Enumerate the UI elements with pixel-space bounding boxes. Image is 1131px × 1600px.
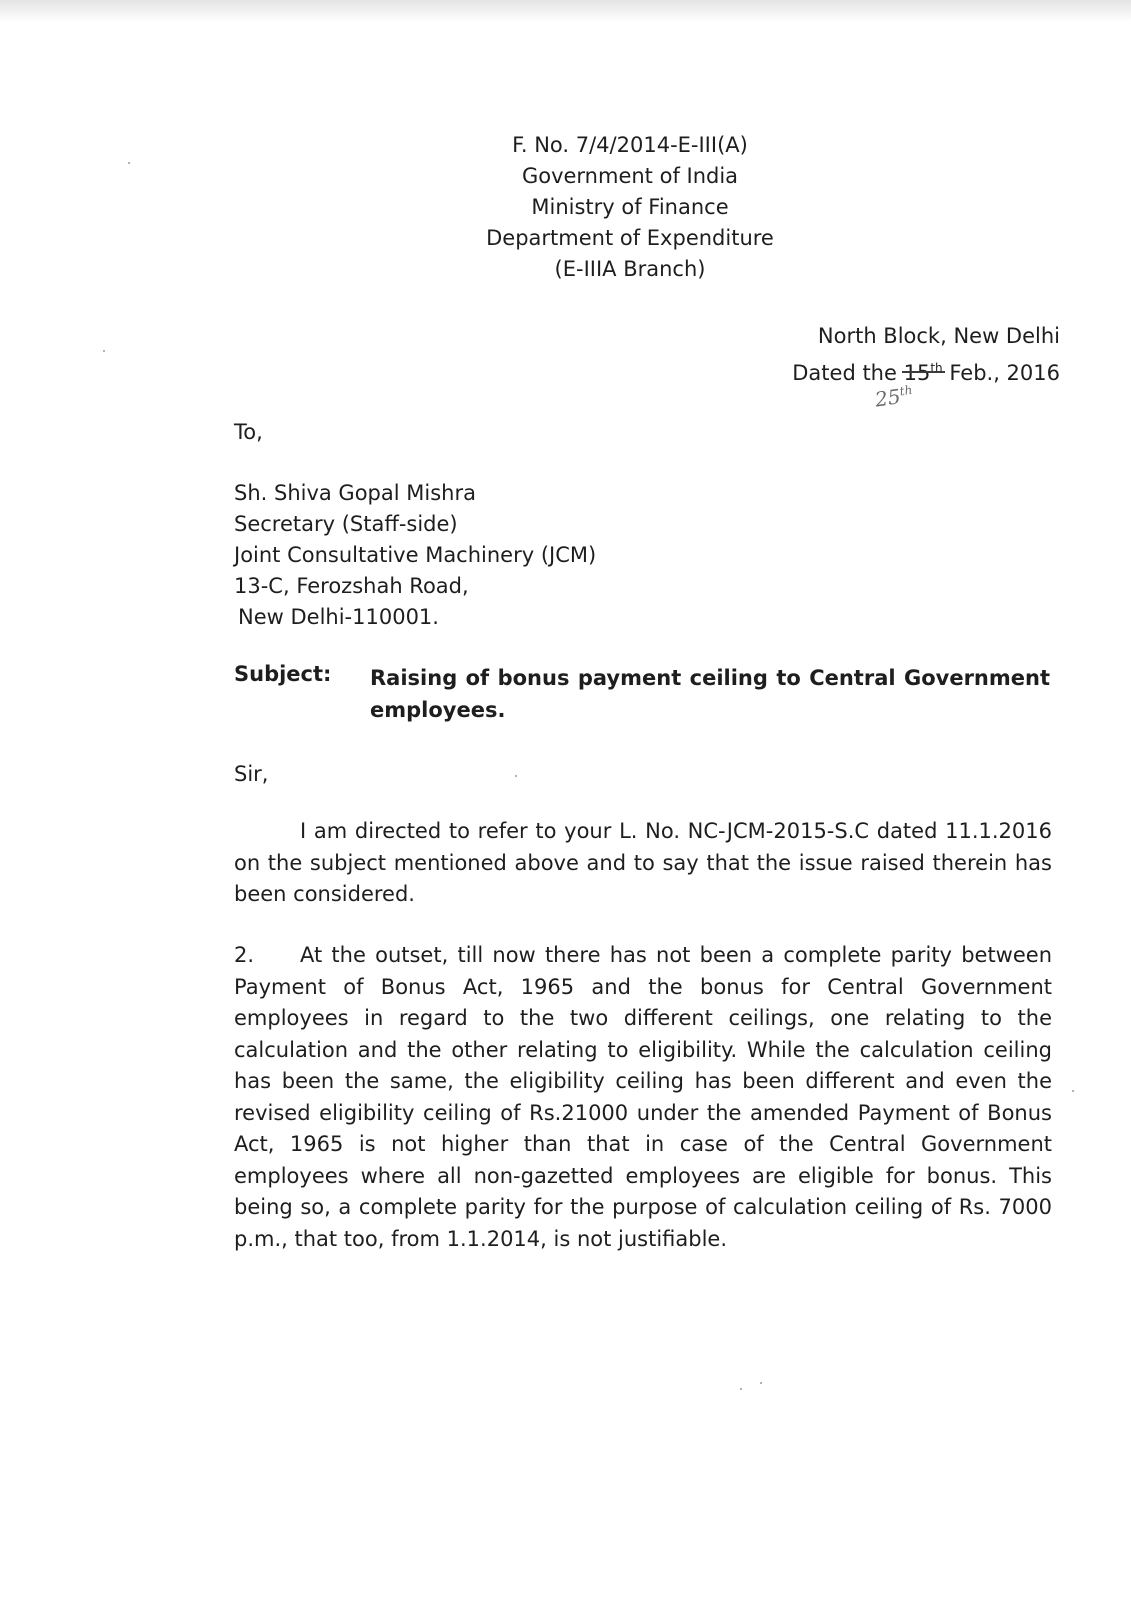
government-name: Government of India xyxy=(521,164,739,188)
scan-speck xyxy=(515,775,517,777)
branch-name: (E-IIIA Branch) xyxy=(554,257,706,281)
scan-speck xyxy=(740,1388,742,1390)
addressee-block xyxy=(234,478,596,633)
addressee-designation: Secretary (Staff-side) xyxy=(234,512,458,536)
department-name: Department of Expenditure xyxy=(486,226,774,250)
addressee-address-line1: 13-C, Ferozshah Road, xyxy=(234,574,469,598)
scan-speck xyxy=(760,1382,762,1384)
place-and-date xyxy=(700,320,1060,389)
subject-label: Subject: xyxy=(234,662,332,686)
scan-speck xyxy=(1072,1090,1074,1092)
addressee-address-line2: New Delhi-110001. xyxy=(238,605,439,629)
paragraph-2-number: 2. xyxy=(234,943,255,967)
to-label: To, xyxy=(234,420,263,444)
paragraph-2-text: At the outset, till now there has not been a complete parity between Payment of Bonus Act, 1965 and the bonus for Central Government employees in regard to the two different ceilings, one relating to the calculation and the other relating to eligibility. While the calculation ceiling has been the same, the eligibility ceiling has been different and even the revised eligibility ceiling of Rs.21000 under the amended Payment of Bonus Act, 1965 is not higher than that in case of the Central Government employees where all non-gazetted employees are eligible for bonus. This being so, a complete parity for the purpose of calculation ceiling of Rs. 7000 p.m., that too, from 1.1.2014, is not justifiable. xyxy=(234,943,1052,1251)
struck-day-suffix: th xyxy=(930,361,943,375)
date-line xyxy=(700,352,1060,389)
ministry-name: Ministry of Finance xyxy=(531,195,729,219)
paragraph-1: I am directed to refer to your L. No. NC-JCM-2015-S.C dated 11.1.2016 on the subject mentioned above and to say that the issue raised therein has been considered. xyxy=(234,819,1052,906)
file-number: F. No. 7/4/2014-E-III(A) xyxy=(512,133,748,157)
scan-shadow xyxy=(0,0,1131,22)
addressee-name: Sh. Shiva Gopal Mishra xyxy=(234,481,476,505)
handwritten-suffix: th xyxy=(898,382,914,399)
date-month-year: Feb., 2016 xyxy=(949,361,1060,385)
handwritten-date-correction xyxy=(874,382,915,411)
place: North Block, New Delhi xyxy=(817,324,1060,348)
date-prefix: Dated the xyxy=(792,361,897,385)
salutation: Sir, xyxy=(234,762,269,786)
paragraph-2 xyxy=(234,940,1052,1255)
handwritten-day: 25 xyxy=(873,384,903,412)
addressee-organisation: Joint Consultative Machinery (JCM) xyxy=(234,543,597,567)
letter-header xyxy=(430,130,830,285)
scan-speck xyxy=(103,350,105,352)
struck-day: 15 xyxy=(903,361,931,385)
subject-text: Raising of bonus payment ceiling to Central Government employees. xyxy=(370,666,1050,722)
scan-speck xyxy=(128,162,130,164)
